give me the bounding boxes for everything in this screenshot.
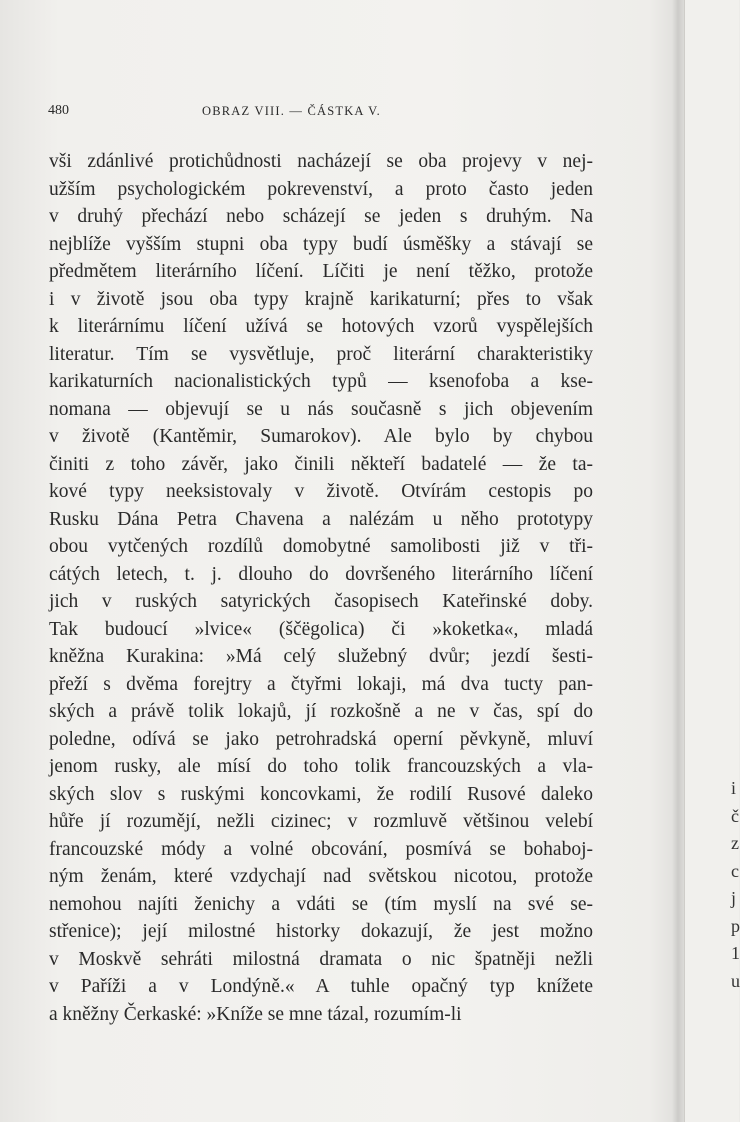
text-line: Rusku Dána Petra Chavena a nalézám u něho prototypy <box>49 508 593 530</box>
text-line: předmětem literárního líčení. Líčiti je není těžko, protože <box>49 261 593 282</box>
text-line: v Paříži a v Londýně.« A tuhle opačný typ knížete <box>49 976 593 997</box>
text-line: činiti z toho závěr, jako činili někteří badatelé — že ta- <box>49 453 593 475</box>
text-line: v Moskvě sehráti milostná dramata o nic špatněji nežli <box>49 948 593 970</box>
text-line: literatur. Tím se vysvětluje, proč literární charakteristiky <box>49 343 593 365</box>
text-line: nomana — objevují se u nás současně s jich objevením <box>49 398 593 420</box>
text-line: vši zdánlivé protichůdnosti nacházejí se oba projevy v nej- <box>49 151 593 172</box>
adjacent-page-char: u <box>731 970 740 991</box>
adjacent-page-text <box>731 775 740 995</box>
text-line: užším psychologickém pokrevenství, a proto často jeden <box>49 178 593 200</box>
text-line: v životě (Kantěmir, Sumarokov). Ale bylo by chybou <box>49 426 593 447</box>
text-line: francouzské módy a volné obcování, posmívá se bohaboj- <box>49 838 593 860</box>
text-line: nemohou najíti ženichy a vdáti se (tím myslí na své se- <box>49 893 593 915</box>
text-line: karikaturních nacionalistických typů — ksenofoba a kse- <box>49 371 593 392</box>
running-head: OBRAZ VIII. — ČÁSTKA V. <box>202 104 382 118</box>
text-line: jenom rusky, ale mísí do toho tolik francouzských a vla- <box>49 756 593 777</box>
text-line: ských slov s ruskými koncovkami, že rodilí Rusové daleko <box>49 783 593 805</box>
text-line: hůře jí rozumějí, nežli cizinec; v rozmluvě většinou velebí <box>49 811 593 832</box>
text-line: jich v ruských satyrických časopisech Kateřinské doby. <box>49 591 593 612</box>
page-header <box>48 103 428 123</box>
text-line: ným ženám, které vzdychají nad světskou nicotou, protože <box>49 866 593 887</box>
adjacent-page-char: p <box>731 915 740 936</box>
adjacent-page-char: 1 <box>731 943 740 963</box>
page-number: 480 <box>48 103 69 118</box>
text-line: přeží s dvěma forejtry a čtyřmi lokaji, má dva tucty pan- <box>49 673 593 695</box>
adjacent-page-char: č <box>731 805 739 826</box>
text-line: střenice); její milostné historky dokazují, že jest možno <box>49 921 593 942</box>
text-line: v druhý přechází nebo scházejí se jeden s druhým. Na <box>49 206 593 227</box>
adjacent-page-char: z <box>731 833 739 853</box>
text-line: Tak budoucí »lvice« (ščëgolica) či »koketka«, mladá <box>49 618 593 640</box>
text-line: obou vytčených rozdílů domobytné samolibosti již v tři- <box>49 536 593 557</box>
body-text <box>49 148 593 1028</box>
text-line: k literárnímu líčení užívá se hotových vzorů vyspělejších <box>49 316 593 337</box>
text-line: a kněžny Čerkaské: »Kníže se mne tázal, rozumím-li <box>49 1003 462 1025</box>
text-line: poledne, odívá se jako petrohradská operní pěvkyně, mluví <box>49 728 593 750</box>
adjacent-page-char: j <box>731 888 737 908</box>
text-line: kněžna Kurakina: »Má celý služebný dvůr; jezdí šesti- <box>49 646 593 667</box>
text-line: ských a právě tolik lokajů, jí rozkošně a ne v čas, spí do <box>49 701 593 722</box>
text-line: kové typy neeksistovaly v životě. Otvírám cestopis po <box>49 481 593 502</box>
text-line: i v životě jsou oba typy krajně karikaturní; přes to však <box>49 288 593 310</box>
text-line: cátých letech, t. j. dlouho do dovršeného literárního líčení <box>49 563 593 585</box>
adjacent-page-char: i <box>731 778 737 798</box>
gutter-shadow <box>672 0 684 1122</box>
adjacent-page-char: c <box>731 860 739 881</box>
text-line: nejblíže vyšším stupni oba typy budí úsměšky a stávají se <box>49 233 593 255</box>
